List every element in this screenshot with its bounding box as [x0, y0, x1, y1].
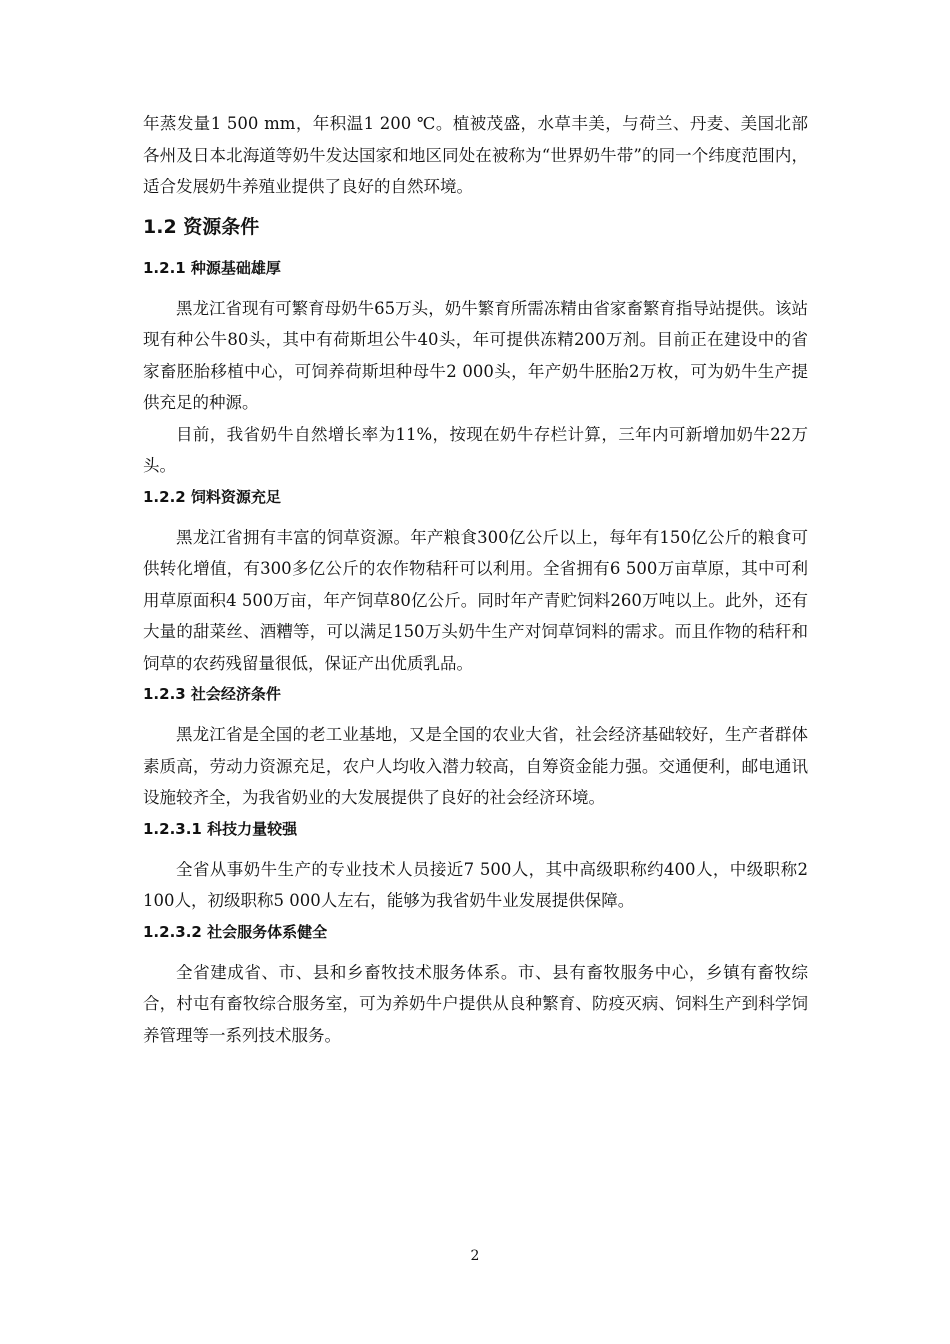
- paragraph-1-2-1-a: 黑龙江省现有可繁育母奶牛65万头，奶牛繁育所需冻精由省家畜繁育指导站提供。该站现有种公牛80头，其中有荷斯坦公牛40头，年可提供冻精200万剂。目前正在建设中的省家畜胚胎移植中心，可饲养荷斯坦种母牛2 000头，年产奶牛胚胎2万枚，可为奶牛生产提供充足的种源。: [143, 298, 808, 412]
- section-heading-1-2-1: 1.2.1 种源基础雄厚: [143, 258, 281, 277]
- paragraph-1-2-3: 黑龙江省是全国的老工业基地，又是全国的农业大省，社会经济基础较好，生产者群体素质高，劳动力资源充足，农户人均收入潜力较高，自筹资金能力强。交通便利，邮电通讯设施较齐全，为我省奶业的大发展提供了良好的社会经济环境。: [143, 725, 808, 807]
- section-heading-1-2-3-2: 1.2.3.2 社会服务体系健全: [143, 922, 328, 941]
- paragraph-1-2-3-2: 全省建成省、市、县和乡畜牧技术服务体系。市、县有畜牧服务中心，乡镇有畜牧综合，村屯有畜牧综合服务室，可为养奶牛户提供从良种繁育、防疫灭病、饲料生产到科学饲养管理等一系列技术服务。: [143, 962, 808, 1045]
- page-number: 2: [470, 1248, 480, 1264]
- section-heading-1-2-2: 1.2.2 饲料资源充足: [143, 487, 281, 506]
- section-heading-1-2-3-1: 1.2.3.1 科技力量较强: [143, 819, 298, 838]
- document-page: [143, 108, 808, 1051]
- section-heading-1-2: 1.2 资源条件: [143, 215, 260, 238]
- intro-paragraph: 年蒸发量1 500 mm，年积温1 200 ℃。植被茂盛，水草丰美，与荷兰、丹麦、美国北部各州及日本北海道等奶牛发达国家和地区同处在被称为“世界奶牛带”的同一个纬度范围内，适合发展奶牛养殖业提供了良好的自然环境。: [143, 114, 808, 196]
- section-heading-1-2-3: 1.2.3 社会经济条件: [143, 685, 281, 703]
- paragraph-1-2-3-1: 全省从事奶牛生产的专业技术人员接近7 500人，其中高级职称约400人，中级职称2 100人，初级职称5 000人左右，能够为我省奶牛业发展提供保障。: [143, 859, 808, 910]
- paragraph-1-2-1-b: 目前，我省奶牛自然增长率为11%，按现在奶牛存栏计算，三年内可新增加奶牛22万头。: [143, 424, 808, 475]
- paragraph-1-2-2: 黑龙江省拥有丰富的饲草资源。年产粮食300亿公斤以上，每年有150亿公斤的粮食可供转化增值，有300多亿公斤的农作物秸秆可以利用。全省拥有6 500万亩草原，其中可利用草原面积4 500万亩，年产饲草80亿公斤。同时年产青贮饲料260万吨以上。此外，还有大量的甜菜丝、酒糟等，可以满足150万头奶牛生产对饲草饲料的需求。而且作物的秸秆和饲草的农药残留量很低，保证产出优质乳品。: [143, 527, 808, 673]
